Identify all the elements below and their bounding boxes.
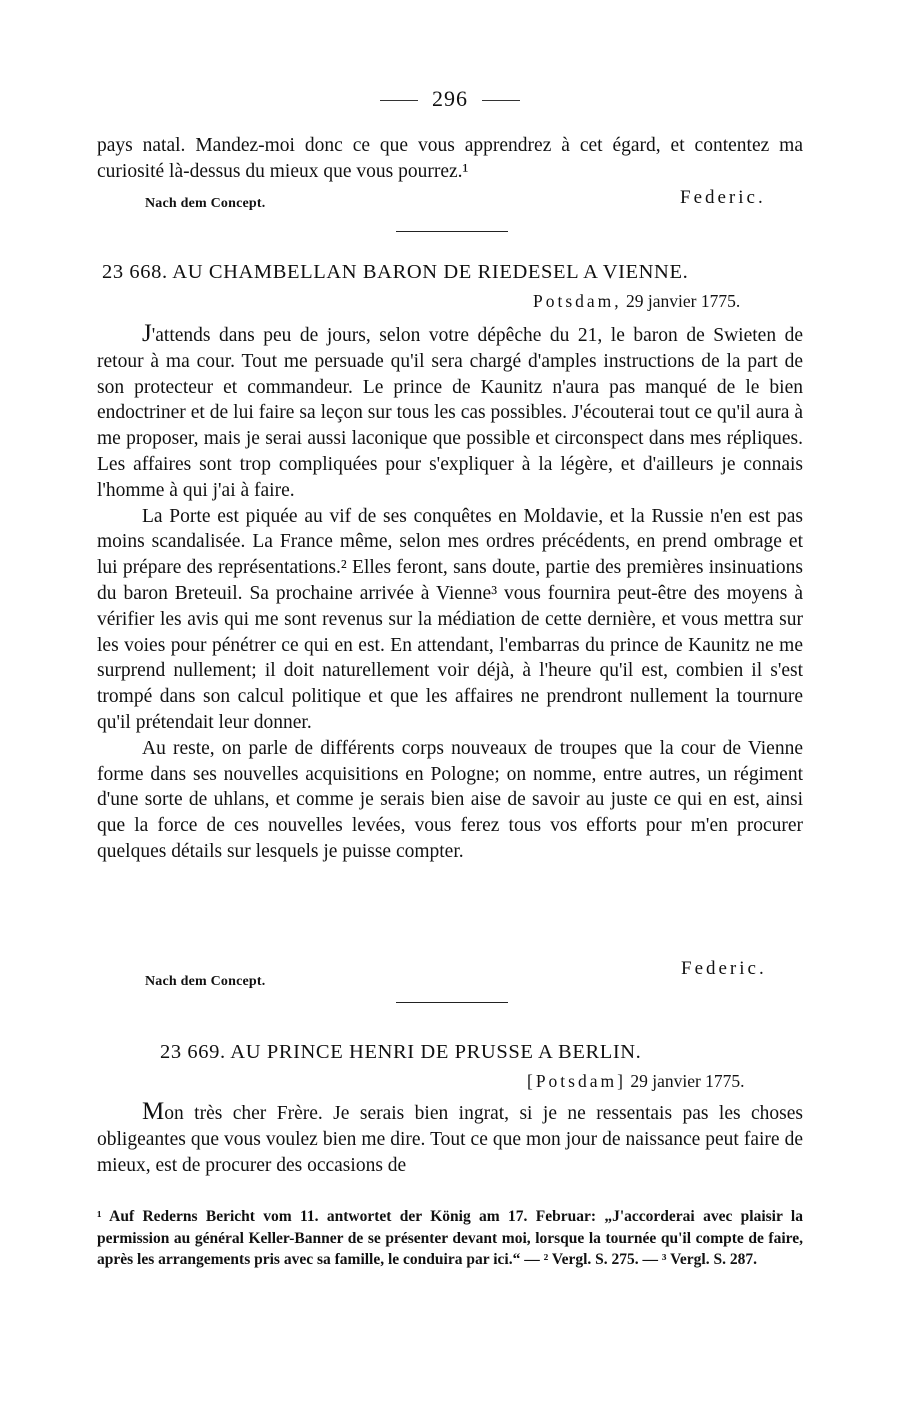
paragraph-1-text: 'attends dans peu de jours, selon votre dépêche du 21, le baron de Swieten de retour à ma cour. Tout me persuade qu'il sera chargé d'amples instructions de la part de son protecteur et commandeur. Le prince de Kaunitz n'aura pas manqué de le bien endoctriner et de lui faire sa leçon sur tous les cas possibles. J'écouterai tout ce qu'il aura à me proposer, mais je serai aussi laconique que possible et circonspect dans mes répliques. Les affaires sont trop compliquées pour s'expliquer à la légère, et d'ailleurs je connais l'homme à qui j'ai à faire. — [97, 325, 803, 501]
letter-heading-23668: 23 668. AU CHAMBELLAN BARON DE RIEDESEL A VIENNE. — [102, 261, 689, 283]
continuation-paragraph: pays natal. Mandez-moi donc ce que vous apprendrez à cet égard, et contentez ma curiosité là-dessus du mieux que vous pourrez.¹ — [97, 135, 803, 182]
paragraph-1-text: on très cher Frère. Je serais bien ingrat, si je ne ressentais pas les choses obligeantes que vous voulez bien me dire. Tout ce que mon jour de naissance peut faire de mieux, est de procurer des occasions de — [97, 1103, 803, 1176]
date-place: Potsdam, — [533, 291, 622, 311]
letter-body-23669 — [97, 1099, 803, 1178]
drop-cap: M — [142, 1098, 165, 1125]
page-number-dash-right — [482, 100, 520, 101]
source-note-2: Nach dem Concept. — [145, 974, 266, 989]
letter-body-23668 — [97, 321, 803, 865]
letter-date-23668 — [533, 291, 740, 312]
page-number-dash-left — [380, 100, 418, 101]
date-place: [Potsdam] — [527, 1071, 626, 1091]
separator-rule-1 — [396, 231, 508, 232]
paragraph-1 — [97, 1099, 803, 1178]
letter-date-23669 — [527, 1071, 745, 1092]
drop-cap: J — [142, 320, 152, 347]
footnotes-text: ¹ Auf Rederns Bericht vom 11. antwortet der König am 17. Februar: „J'accorderai avec plaisir la permission au général Keller-Banner de se présenter devant moi, lorsque la tournée qu'il compte de faire, après les arrangements pris avec sa famille, le conduira par ici.“ — ² Vergl. S. 275. — ³ Vergl. S. 287. — [97, 1208, 803, 1268]
paragraph-1 — [97, 321, 803, 504]
signature-2: Federic. — [681, 958, 767, 979]
footnotes-block — [97, 1206, 803, 1271]
separator-rule-2 — [396, 1002, 508, 1003]
page-number: 296 — [432, 86, 468, 111]
signature-1: Federic. — [680, 187, 766, 208]
paragraph-2: La Porte est piquée au vif de ses conquêtes en Moldavie, et la Russie n'en est pas moins scandalisée. La France même, selon mes ordres précédents, en prend ombrage et lui prépare des représentations.² Elles feront, sans doute, partie des premières insinuations du baron Breteuil. Sa prochaine arrivée à Vienne³ vous fournira peut-être des moyens à vérifier les avis qui me sont revenus sur la médiation de cette dernière, et vous mettra sur les voies pour pénétrer ce qui en est. En attendant, l'embarras du prince de Kaunitz ne me surprend nullement; il doit naturellement voir déjà, à l'heure qu'il est, combien il s'est trompé dans son calcul politique et que les affaires ne prendront nullement la tournure qu'il prétendait leur donner. — [97, 505, 803, 733]
continuation-block — [97, 133, 803, 185]
source-note-1: Nach dem Concept. — [145, 196, 266, 211]
date-day: 29 janvier 1775. — [630, 1071, 745, 1091]
page-number-line — [0, 86, 900, 112]
letter-heading-23669: 23 669. AU PRINCE HENRI DE PRUSSE A BERLIN. — [160, 1041, 642, 1063]
paragraph-3: Au reste, on parle de différents corps nouveaux de troupes que la cour de Vienne forme dans ses nouvelles acquisitions en Pologne; on nomme, entre autres, un régiment d'une sorte de uhlans, et comme je serais bien aise de savoir au juste ce qui en est, ainsi que la force de ces nouvelles levées, vous ferez tous vos efforts pour m'en procurer quelques détails sur lesquels je puisse compter. — [97, 737, 803, 862]
date-day: 29 janvier 1775. — [626, 291, 741, 311]
